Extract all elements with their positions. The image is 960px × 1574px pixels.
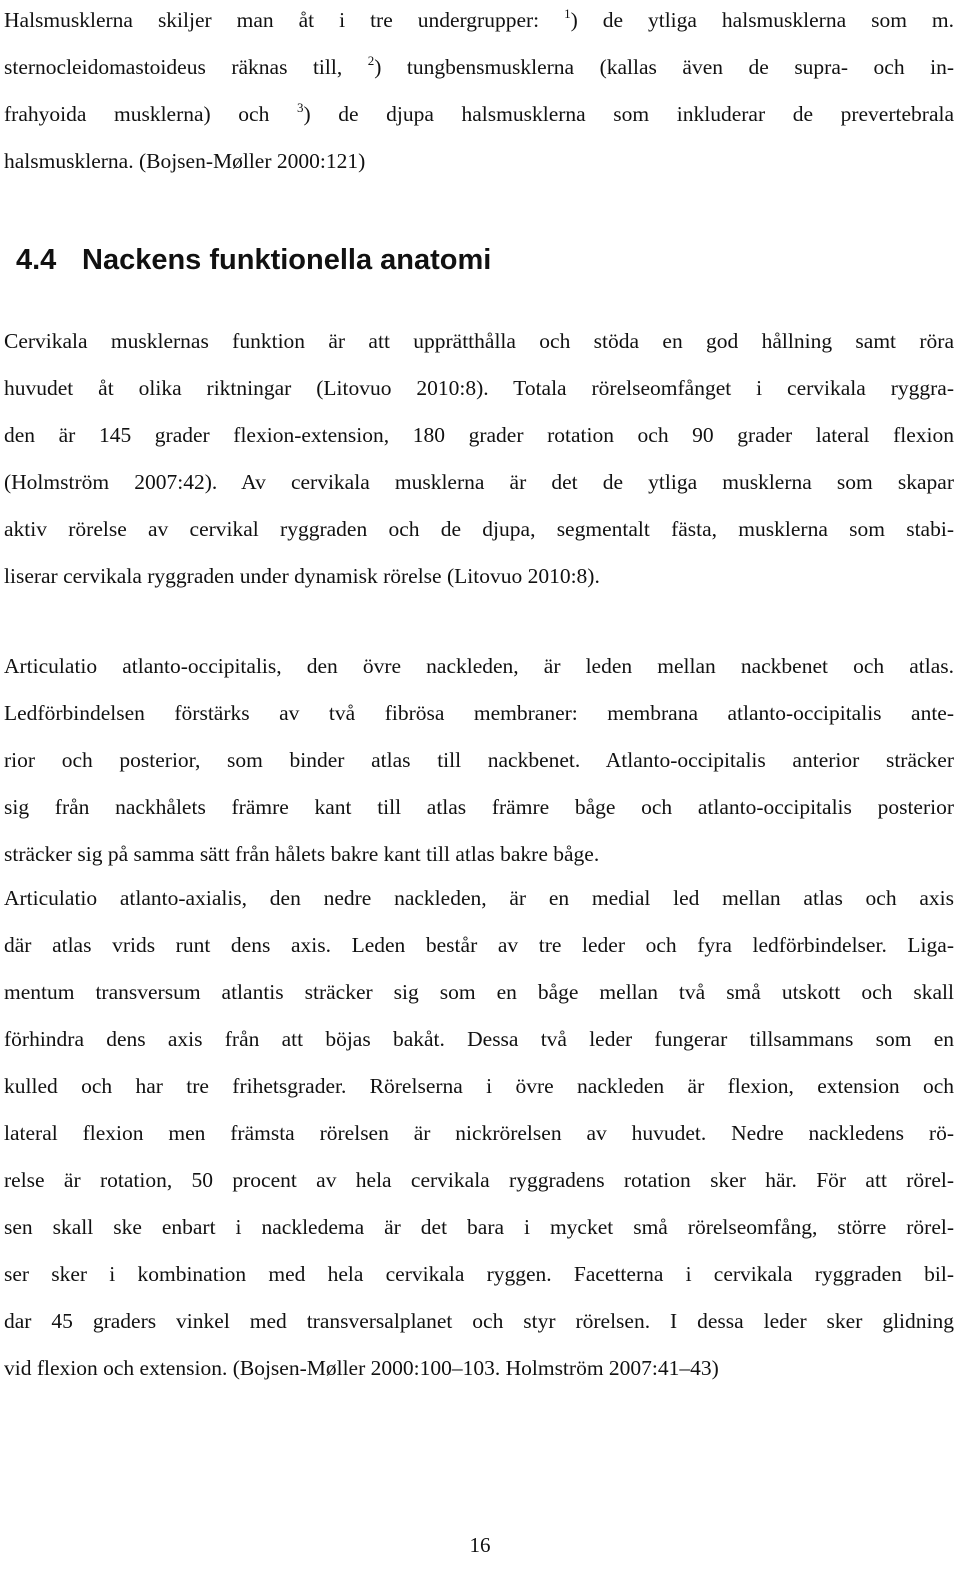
text-line: (Holmström 2007:42). Av cervikala musklerna är det de ytliga musklerna som skapar (4, 470, 954, 494)
text-line: huvudet åt olika riktningar (Litovuo 2010:8). Totala rörelseomfånget i cervikala ryggra- (4, 376, 954, 400)
body-paragraph (4, 643, 954, 878)
text-line: sträcker sig på samma sätt från hålets bakre kant till atlas bakre båge. (4, 842, 600, 866)
body-paragraph (4, 875, 954, 1392)
section-title: Nackens funktionella anatomi (82, 244, 492, 276)
text-line: rior och posterior, som binder atlas till nackbenet. Atlanto-occipitalis anterior sträcker (4, 748, 954, 772)
text-line: relse är rotation, 50 procent av hela cervikala ryggradens rotation sker här. För att rörel- (4, 1168, 954, 1192)
text-line: den är 145 grader flexion-extension, 180 grader rotation och 90 grader lateral flexion (4, 423, 954, 447)
text-line: Cervikala musklernas funktion är att upprätthålla och stöda en god hållning samt röra (4, 329, 954, 353)
text-line: förhindra dens axis från att böjas bakåt. Dessa två leder fungerar tillsammans som en (4, 1027, 954, 1051)
text-line: lateral flexion men främsta rörelsen är nickrörelsen av huvudet. Nedre nackledens rö- (4, 1121, 954, 1145)
text-line: där atlas vrids runt dens axis. Leden består av tre leder och fyra ledförbindelser. Liga- (4, 933, 954, 957)
page-number: 16 (469, 1533, 491, 1557)
text-line: mentum transversum atlantis sträcker sig som en båge mellan två små utskott och skall (4, 980, 954, 1004)
text-line: vid flexion och extension. (Bojsen-Møller 2000:100–103. Holmström 2007:41–43) (4, 1356, 719, 1380)
text-line: dar 45 graders vinkel med transversalplanet och styr rörelsen. I dessa leder sker glidning (4, 1309, 954, 1333)
text-line: Articulatio atlanto-occipitalis, den övre nackleden, är leden mellan nackbenet och atlas. (4, 654, 954, 678)
section-number: 4.4 (16, 244, 57, 276)
text-line: Halsmusklerna skiljer man åt i tre undergrupper: $^1$) de ytliga halsmusklerna som m. (4, 6, 954, 32)
text-line: kulled och har tre frihetsgrader. Rörelserna i övre nackleden är flexion, extension och (4, 1074, 954, 1098)
footnote-marker: 1 (564, 6, 571, 21)
footnote-marker: 2 (367, 53, 375, 68)
text-line: ser sker i kombination med hela cervikala ryggen. Facetterna i cervikala ryggraden bil- (4, 1262, 954, 1286)
text-line: Ledförbindelsen förstärks av två fibrösa membraner: membrana atlanto-occipitalis ante- (4, 701, 954, 725)
text-line: sen skall ske enbart i nackledema är det bara i mycket små rörelseomfång, större rörel- (4, 1215, 954, 1239)
section-heading (16, 236, 491, 284)
text-line: frahyoida musklerna) och $^3$) de djupa halsmusklerna som inkluderar de prevertebrala (4, 100, 954, 126)
intro-paragraph (4, 0, 954, 185)
text-line: sig från nackhålets främre kant till atlas främre båge och atlanto-occipitalis posterior (4, 795, 954, 819)
text-line: aktiv rörelse av cervikal ryggraden och de djupa, segmentalt fästa, musklerna som stabi- (4, 517, 954, 541)
text-line: halsmusklerna. (Bojsen-Møller 2000:121) (4, 149, 366, 173)
text-line: Articulatio atlanto-axialis, den nedre nackleden, är en medial led mellan atlas och axis (4, 886, 954, 910)
text-line: liserar cervikala ryggraden under dynamisk rörelse (Litovuo 2010:8). (4, 564, 600, 588)
footnote-marker: 3 (296, 100, 304, 115)
text-line: sternocleidomastoideus räknas till, $^2$) tungbensmusklerna (kallas även de supra- och in- (4, 53, 954, 79)
body-paragraph (4, 318, 954, 600)
